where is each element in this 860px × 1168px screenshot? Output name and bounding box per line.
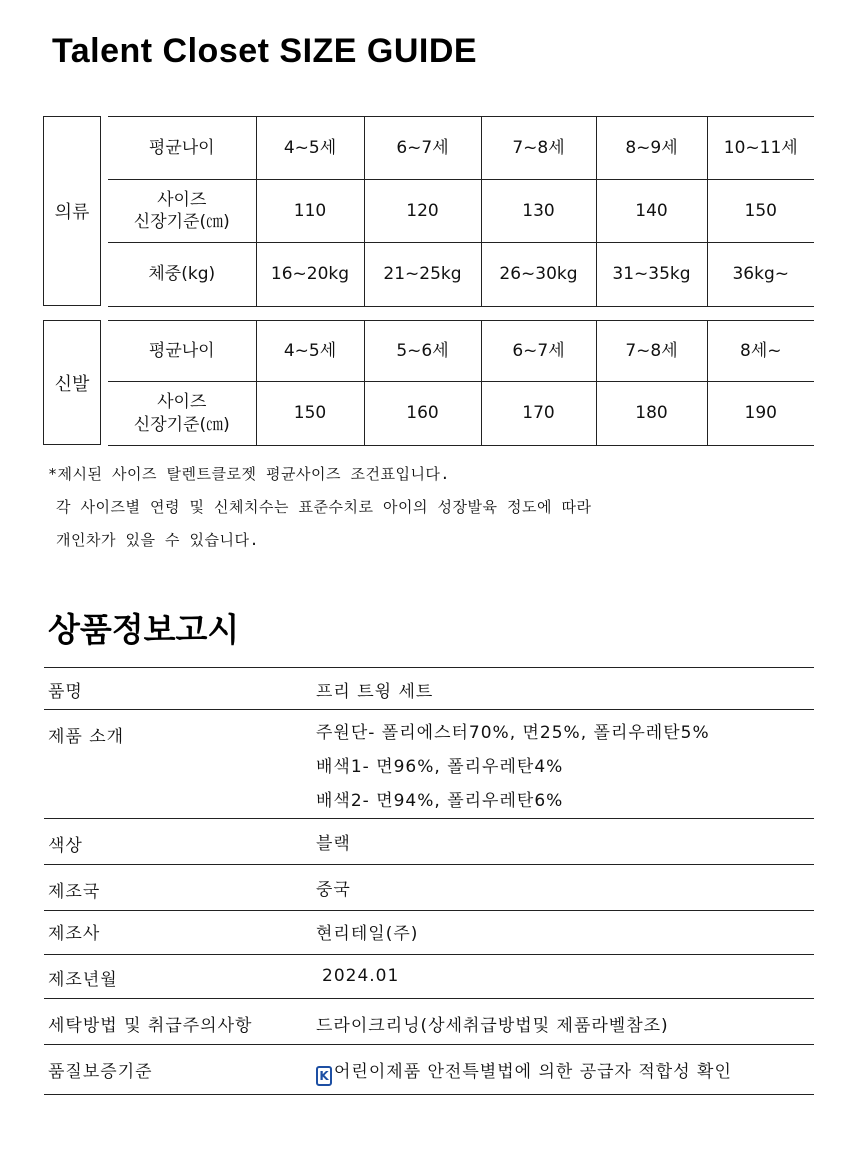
info-value: 드라이크리닝(상세취급방법및 제품라벨참조) [314, 999, 814, 1045]
info-value [314, 1045, 814, 1095]
category-clothing [43, 116, 101, 306]
row-label-line: 사이즈 [157, 189, 207, 210]
table-row [44, 668, 814, 710]
info-value-text: 어린이제품 안전특별법에 의한 공급자 적합성 확인 [334, 1062, 732, 1082]
table-cell: 36kg~ [707, 243, 814, 307]
table-row [44, 710, 814, 819]
product-info-table [44, 667, 814, 1095]
category-shoes-label: 신발 [54, 373, 90, 395]
category-clothing-label: 의류 [54, 202, 90, 223]
table-cell: 5~6세 [364, 321, 481, 382]
category-shoes [43, 320, 101, 445]
table-row [108, 382, 814, 446]
info-key: 품질보증기준 [44, 1045, 314, 1095]
table-cell: 4~5세 [256, 117, 364, 180]
table-cell: 190 [707, 382, 814, 446]
table-cell: 140 [596, 180, 707, 243]
table-cell: 8세~ [707, 321, 814, 382]
table-cell: 8~9세 [596, 117, 707, 180]
row-label [108, 180, 256, 243]
info-value: 현리테일(주) [314, 911, 814, 955]
table-cell: 130 [481, 180, 596, 243]
row-label [108, 382, 256, 446]
info-key: 색상 [44, 819, 314, 865]
table-row [44, 999, 814, 1045]
table-row [44, 955, 814, 999]
table-cell: 160 [364, 382, 481, 446]
row-label: 체중(kg) [108, 243, 256, 307]
row-label: 평균나이 [108, 117, 256, 180]
table-cell: 180 [596, 382, 707, 446]
info-value: 블랙 [314, 819, 814, 865]
note-line: *제시된 사이즈 탈렌트클로젯 평균사이즈 조건표입니다. [48, 465, 450, 483]
info-value-line: 주원단- 폴리에스터70%, 면25%, 폴리우레탄5% [316, 723, 710, 743]
table-cell: 110 [256, 180, 364, 243]
table-row [44, 911, 814, 955]
table-cell: 120 [364, 180, 481, 243]
table-cell: 150 [256, 382, 364, 446]
table-cell: 170 [481, 382, 596, 446]
info-key: 제품 소개 [44, 710, 314, 819]
info-value: 2024.01 [314, 955, 814, 999]
note-line: 각 사이즈별 연령 및 신체치수는 표준수치로 아이의 성장발육 정도에 따라 [56, 498, 592, 516]
size-notes [48, 458, 591, 557]
clothing-size-table [108, 116, 814, 307]
row-label: 평균나이 [108, 321, 256, 382]
row-label-line: 사이즈 [157, 392, 207, 413]
table-row [44, 1045, 814, 1095]
info-key: 제조사 [44, 911, 314, 955]
info-value: 프리 트윙 세트 [314, 668, 814, 710]
table-cell: 16~20kg [256, 243, 364, 307]
table-row [108, 180, 814, 243]
row-label-line: 신장기준(㎝) [133, 414, 230, 435]
table-cell: 4~5세 [256, 321, 364, 382]
table-cell: 6~7세 [481, 321, 596, 382]
table-row [108, 243, 814, 307]
table-cell: 10~11세 [707, 117, 814, 180]
info-value: 중국 [314, 865, 814, 911]
page-title: Talent Closet SIZE GUIDE [52, 32, 478, 70]
info-key: 제조년월 [44, 955, 314, 999]
table-row [108, 321, 814, 382]
table-cell: 6~7세 [364, 117, 481, 180]
table-row [108, 117, 814, 180]
info-key: 제조국 [44, 865, 314, 911]
table-row [44, 865, 814, 911]
shoes-size-table [108, 320, 814, 446]
info-value-line: 배색1- 면96%, 폴리우레탄4% [316, 757, 564, 777]
note-line: 개인차가 있을 수 있습니다. [56, 531, 260, 549]
table-cell: 7~8세 [596, 321, 707, 382]
section-title-product-notice: 상품정보고시 [48, 610, 240, 649]
table-cell: 150 [707, 180, 814, 243]
row-label-line: 신장기준(㎝) [133, 212, 230, 232]
table-cell: 21~25kg [364, 243, 481, 307]
table-row [44, 819, 814, 865]
table-cell: 26~30kg [481, 243, 596, 307]
table-cell: 31~35kg [596, 243, 707, 307]
info-value [314, 710, 814, 819]
info-key: 세탁방법 및 취급주의사항 [44, 999, 314, 1045]
table-cell: 7~8세 [481, 117, 596, 180]
kc-certification-icon: K [316, 1066, 332, 1086]
info-value-line: 배색2- 면94%, 폴리우레탄6% [316, 791, 564, 811]
info-key: 품명 [44, 668, 314, 710]
